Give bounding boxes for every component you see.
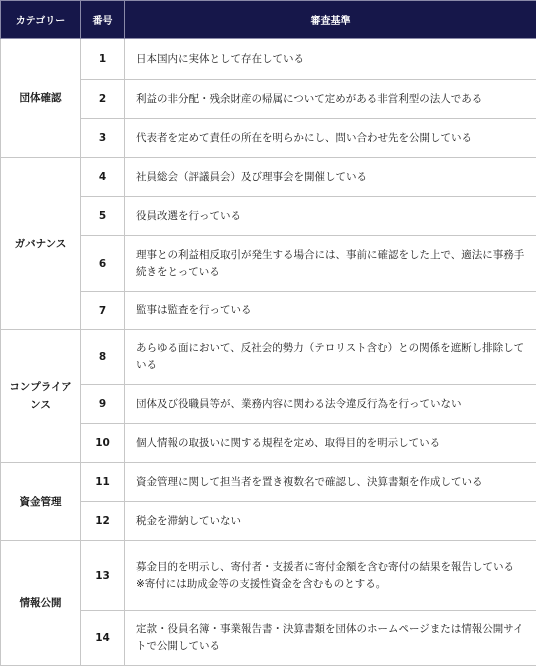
category-cell: ガバナンス: [1, 158, 81, 330]
category-cell: コンプライアンス: [1, 330, 81, 463]
number-cell: 13: [81, 541, 125, 611]
table-row: [1, 39, 536, 80]
header-category: カテゴリー: [1, 1, 81, 39]
number-cell: 5: [81, 197, 125, 236]
criteria-cell: 定款・役員名簿・事業報告書・決算書類を団体のホームページまたは情報公開サイトで公開している: [125, 611, 536, 666]
table-row: [1, 502, 536, 541]
number-cell: 10: [81, 424, 125, 463]
category-cell: 団体確認: [1, 39, 81, 158]
number-cell: 11: [81, 463, 125, 502]
table-row: [1, 385, 536, 424]
table-row: [1, 330, 536, 385]
criteria-cell: 社員総会（評議員会）及び理事会を開催している: [125, 158, 536, 197]
number-cell: 6: [81, 236, 125, 292]
header-number: 番号: [81, 1, 125, 39]
number-cell: 1: [81, 39, 125, 80]
table-row: [1, 80, 536, 119]
table-row: [1, 197, 536, 236]
criteria-cell: 代表者を定めて責任の所在を明らかにし、問い合わせ先を公開している: [125, 119, 536, 158]
criteria-cell: 資金管理に関して担当者を置き複数名で確認し、決算書類を作成している: [125, 463, 536, 502]
number-cell: 8: [81, 330, 125, 385]
table-row: [1, 236, 536, 292]
criteria-cell: 税金を滞納していない: [125, 502, 536, 541]
number-cell: 2: [81, 80, 125, 119]
number-cell: 14: [81, 611, 125, 666]
number-cell: 7: [81, 292, 125, 330]
table-row: [1, 611, 536, 666]
header-criteria: 審査基準: [125, 1, 536, 39]
criteria-cell: 団体及び役職員等が、業務内容に関わる法令違反行為を行っていない: [125, 385, 536, 424]
criteria-cell: 個人情報の取扱いに関する規程を定め、取得目的を明示している: [125, 424, 536, 463]
number-cell: 12: [81, 502, 125, 541]
category-cell: 資金管理: [1, 463, 81, 541]
criteria-cell: 理事との利益相反取引が発生する場合には、事前に確認をした上で、適法に事務手続きをとっている: [125, 236, 536, 292]
table-row: [1, 158, 536, 197]
number-cell: 4: [81, 158, 125, 197]
number-cell: 9: [81, 385, 125, 424]
criteria-cell: 募金目的を明示し、寄付者・支援者に寄付金額を含む寄付の結果を報告している ※寄付には助成金等の支援性資金を含むものとする。: [125, 541, 536, 611]
table-row: [1, 424, 536, 463]
criteria-cell: あらゆる面において、反社会的勢力（テロリスト含む）との関係を遮断し排除している: [125, 330, 536, 385]
criteria-cell: 役員改選を行っている: [125, 197, 536, 236]
number-cell: 3: [81, 119, 125, 158]
criteria-cell: 利益の非分配・残余財産の帰属について定めがある非営利型の法人である: [125, 80, 536, 119]
category-cell: 情報公開: [1, 541, 81, 666]
table-row: [1, 463, 536, 502]
table-row: [1, 292, 536, 330]
table-row: [1, 541, 536, 611]
header-row: [1, 1, 536, 39]
criteria-cell: 日本国内に実体として存在している: [125, 39, 536, 80]
criteria-cell: 監事は監査を行っている: [125, 292, 536, 330]
table-row: [1, 119, 536, 158]
